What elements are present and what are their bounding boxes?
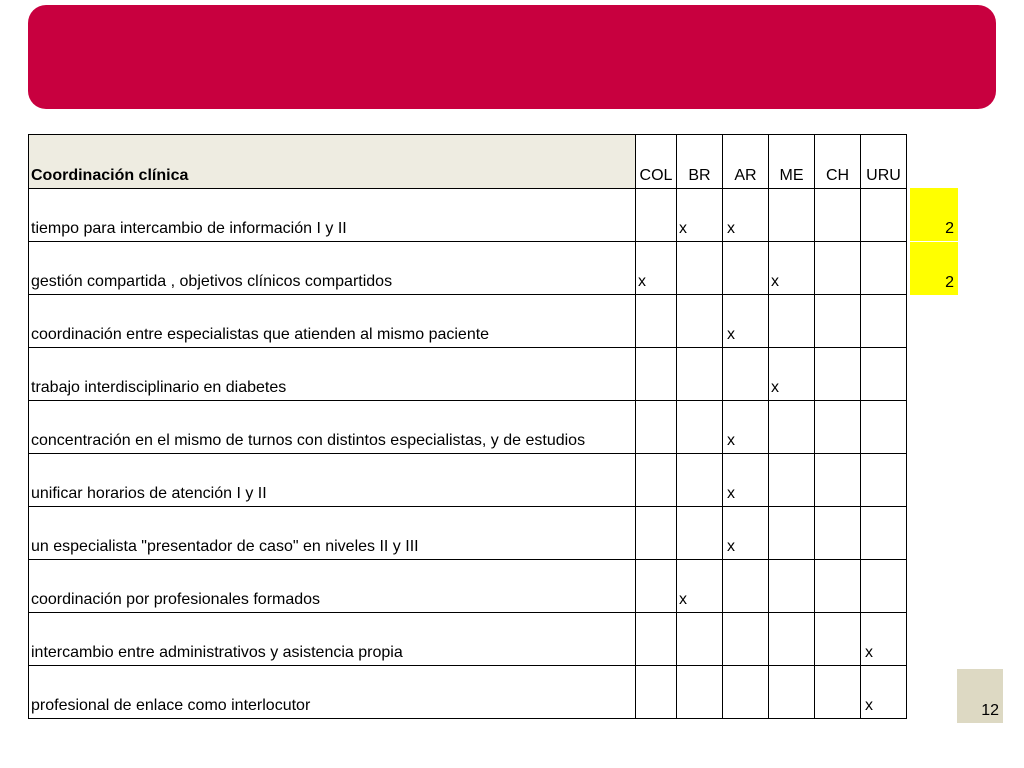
mark-cell-col [636, 401, 677, 454]
mark-cell-me: x [769, 242, 815, 295]
table-title: Coordinación clínica [29, 135, 636, 189]
mark-cell-uru [861, 401, 907, 454]
mark-cell-ar [723, 560, 769, 613]
table-row [29, 348, 907, 401]
mark-cell-br [677, 613, 723, 666]
mark-cell-br [677, 454, 723, 507]
column-header-me: ME [769, 135, 815, 189]
mark-cell-me [769, 507, 815, 560]
row-count-1: 2 [910, 188, 958, 241]
row-label: concentración en el mismo de turnos con distintos especialistas, y de estudios [29, 401, 636, 454]
mark-cell-br: x [677, 189, 723, 242]
total-count: 12 [957, 669, 1003, 723]
mark-cell-col [636, 189, 677, 242]
mark-cell-ch [815, 507, 861, 560]
mark-cell-me [769, 613, 815, 666]
row-label: profesional de enlace como interlocutor [29, 666, 636, 719]
table-row [29, 560, 907, 613]
mark-cell-col [636, 348, 677, 401]
row-label: un especialista "presentador de caso" en niveles II y III [29, 507, 636, 560]
mark-cell-me [769, 189, 815, 242]
mark-cell-me [769, 295, 815, 348]
mark-cell-ch [815, 560, 861, 613]
header-banner [28, 5, 996, 109]
mark-cell-ch [815, 348, 861, 401]
column-header-col: COL [636, 135, 677, 189]
row-label: coordinación entre especialistas que atienden al mismo paciente [29, 295, 636, 348]
mark-cell-uru: x [861, 613, 907, 666]
mark-cell-ar [723, 242, 769, 295]
mark-cell-uru [861, 189, 907, 242]
mark-cell-br [677, 242, 723, 295]
mark-cell-ch [815, 666, 861, 719]
mark-cell-ch [815, 242, 861, 295]
mark-cell-me: x [769, 348, 815, 401]
mark-cell-me [769, 454, 815, 507]
mark-cell-col [636, 666, 677, 719]
column-header-br: BR [677, 135, 723, 189]
mark-cell-me [769, 666, 815, 719]
mark-cell-ar: x [723, 189, 769, 242]
table-row [29, 295, 907, 348]
table-row [29, 401, 907, 454]
mark-cell-br [677, 507, 723, 560]
mark-cell-uru: x [861, 666, 907, 719]
mark-cell-uru [861, 454, 907, 507]
column-header-ch: CH [815, 135, 861, 189]
mark-cell-ar: x [723, 401, 769, 454]
mark-cell-uru [861, 348, 907, 401]
coordination-table [28, 134, 907, 719]
table-row [29, 613, 907, 666]
mark-cell-ar [723, 348, 769, 401]
row-count-2: 2 [910, 242, 958, 295]
mark-cell-ar: x [723, 295, 769, 348]
mark-cell-col [636, 613, 677, 666]
row-label: unificar horarios de atención I y II [29, 454, 636, 507]
header-row [29, 135, 907, 189]
table-row [29, 666, 907, 719]
mark-cell-ch [815, 189, 861, 242]
mark-cell-col [636, 560, 677, 613]
row-label: intercambio entre administrativos y asistencia propia [29, 613, 636, 666]
mark-cell-br [677, 348, 723, 401]
mark-cell-col: x [636, 242, 677, 295]
mark-cell-uru [861, 242, 907, 295]
table-row [29, 507, 907, 560]
mark-cell-uru [861, 560, 907, 613]
mark-cell-ar: x [723, 454, 769, 507]
row-label: gestión compartida , objetivos clínicos compartidos [29, 242, 636, 295]
mark-cell-br [677, 401, 723, 454]
mark-cell-br: x [677, 560, 723, 613]
row-label: trabajo interdisciplinario en diabetes [29, 348, 636, 401]
mark-cell-col [636, 454, 677, 507]
mark-cell-ch [815, 401, 861, 454]
mark-cell-ar [723, 666, 769, 719]
mark-cell-me [769, 560, 815, 613]
mark-cell-col [636, 295, 677, 348]
row-label: tiempo para intercambio de información I y II [29, 189, 636, 242]
mark-cell-uru [861, 507, 907, 560]
row-label: coordinación por profesionales formados [29, 560, 636, 613]
mark-cell-br [677, 666, 723, 719]
table-row [29, 189, 907, 242]
mark-cell-me [769, 401, 815, 454]
mark-cell-ch [815, 295, 861, 348]
mark-cell-ch [815, 454, 861, 507]
mark-cell-uru [861, 295, 907, 348]
mark-cell-ch [815, 613, 861, 666]
column-header-uru: URU [861, 135, 907, 189]
mark-cell-col [636, 507, 677, 560]
mark-cell-ar: x [723, 507, 769, 560]
table-row [29, 454, 907, 507]
mark-cell-br [677, 295, 723, 348]
column-header-ar: AR [723, 135, 769, 189]
table-row [29, 242, 907, 295]
mark-cell-ar [723, 613, 769, 666]
